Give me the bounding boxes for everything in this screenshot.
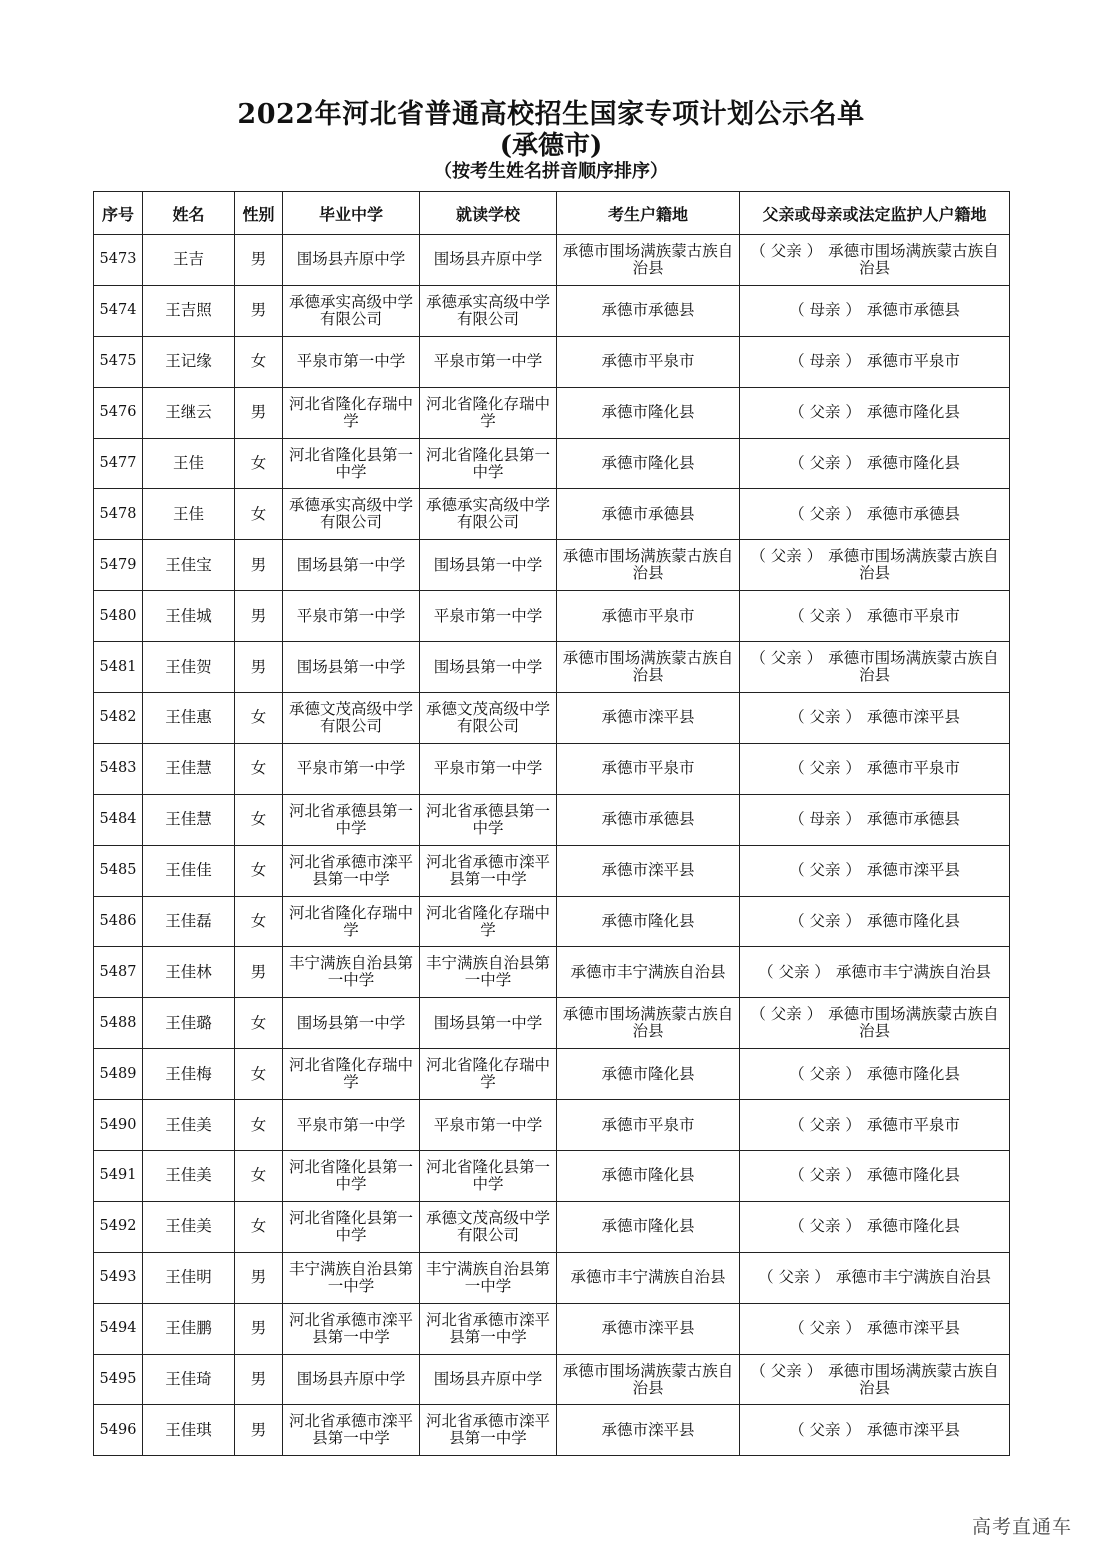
- col-header-guardian-household: 父亲或母亲或法定监护人户籍地: [740, 192, 1010, 235]
- cell-gender: 女: [235, 438, 283, 489]
- cell-seq: 5490: [94, 1100, 143, 1151]
- cell-guardian-household: [740, 1201, 1010, 1252]
- guardian-address: 承德市丰宁满族自治县: [835, 962, 991, 981]
- guardian-address: 承德市隆化县: [866, 1217, 960, 1236]
- cell-current-school: 承德文茂高级中学有限公司: [420, 1201, 557, 1252]
- sort-note: （按考生姓名拼音顺序排序）: [434, 161, 668, 182]
- cell-seq: 5477: [94, 438, 143, 489]
- cell-guardian-household: [740, 285, 1010, 336]
- guardian-address: 承德市滦平县: [866, 861, 960, 880]
- cell-gender: 女: [235, 489, 283, 540]
- guardian-address: 承德市丰宁满族自治县: [835, 1268, 991, 1287]
- cell-current-school: 河北省隆化存瑞中学: [420, 1049, 557, 1100]
- cell-name: 王佳琦: [143, 1354, 235, 1405]
- cell-seq: 5476: [94, 387, 143, 438]
- table-row: [94, 947, 1010, 998]
- cell-current-school: 围场县第一中学: [420, 540, 557, 591]
- cell-guardian-household: [740, 438, 1010, 489]
- cell-name: 王佳慧: [143, 794, 235, 845]
- cell-seq: 5492: [94, 1201, 143, 1252]
- cell-guardian-household: [740, 387, 1010, 438]
- cell-grad-school: 围场县第一中学: [283, 642, 420, 693]
- cell-household: 承德市围场满族蒙古族自治县: [557, 1354, 740, 1405]
- cell-guardian-household: [740, 235, 1010, 286]
- guardian-address: 承德市滦平县: [866, 708, 960, 727]
- cell-household: 承德市承德县: [557, 794, 740, 845]
- guardian-address: 承德市滦平县: [866, 1319, 960, 1338]
- table-row: [94, 540, 1010, 591]
- cell-grad-school: 平泉市第一中学: [283, 336, 420, 387]
- cell-seq: 5480: [94, 591, 143, 642]
- cell-household: 承德市滦平县: [557, 845, 740, 896]
- cell-seq: 5485: [94, 845, 143, 896]
- cell-guardian-household: [740, 998, 1010, 1049]
- cell-grad-school: 河北省隆化县第一中学: [283, 1201, 420, 1252]
- col-header-grad-school: 毕业中学: [283, 192, 420, 235]
- cell-gender: 男: [235, 947, 283, 998]
- cell-grad-school: 围场县卉原中学: [283, 235, 420, 286]
- cell-guardian-household: [740, 591, 1010, 642]
- cell-name: 王佳: [143, 438, 235, 489]
- guardian-relation: （ 父亲 ）: [758, 962, 830, 981]
- cell-name: 王吉照: [143, 285, 235, 336]
- cell-seq: 5482: [94, 693, 143, 744]
- table-row: [94, 1354, 1010, 1405]
- table-row: [94, 387, 1010, 438]
- cell-name: 王佳璐: [143, 998, 235, 1049]
- cell-current-school: 河北省隆化县第一中学: [420, 1151, 557, 1202]
- cell-guardian-household: [740, 896, 1010, 947]
- cell-grad-school: 承德承实高级中学有限公司: [283, 489, 420, 540]
- guardian-relation: （ 父亲 ）: [789, 1420, 861, 1439]
- cell-grad-school: 平泉市第一中学: [283, 743, 420, 794]
- cell-grad-school: 围场县第一中学: [283, 998, 420, 1049]
- cell-guardian-household: [740, 693, 1010, 744]
- cell-gender: 女: [235, 336, 283, 387]
- guardian-address: 承德市承德县: [866, 810, 960, 829]
- cell-current-school: 河北省承德县第一中学: [420, 794, 557, 845]
- cell-gender: 男: [235, 642, 283, 693]
- cell-seq: 5488: [94, 998, 143, 1049]
- cell-seq: 5473: [94, 235, 143, 286]
- cell-seq: 5481: [94, 642, 143, 693]
- cell-grad-school: 河北省承德市滦平县第一中学: [283, 1405, 420, 1456]
- cell-current-school: 平泉市第一中学: [420, 1100, 557, 1151]
- cell-gender: 女: [235, 1049, 283, 1100]
- guardian-relation: （ 父亲 ）: [789, 1319, 861, 1338]
- cell-name: 王佳美: [143, 1151, 235, 1202]
- table-header-row: [94, 192, 1010, 235]
- col-header-household: 考生户籍地: [557, 192, 740, 235]
- cell-grad-school: 河北省隆化存瑞中学: [283, 896, 420, 947]
- cell-name: 王佳鹏: [143, 1303, 235, 1354]
- cell-guardian-household: [740, 845, 1010, 896]
- guardian-address: 承德市隆化县: [866, 403, 960, 422]
- guardian-address: 承德市隆化县: [866, 454, 960, 472]
- cell-grad-school: 河北省隆化县第一中学: [283, 438, 420, 489]
- cell-household: 承德市隆化县: [557, 1049, 740, 1100]
- cell-gender: 女: [235, 896, 283, 947]
- cell-gender: 女: [235, 693, 283, 744]
- cell-household: 承德市平泉市: [557, 336, 740, 387]
- cell-name: 王记缘: [143, 336, 235, 387]
- guardian-address: 承德市围场满族蒙古族自治县: [828, 547, 999, 583]
- cell-current-school: 河北省承德市滦平县第一中学: [420, 1405, 557, 1456]
- cell-gender: 女: [235, 1151, 283, 1202]
- cell-household: 承德市围场满族蒙古族自治县: [557, 235, 740, 286]
- cell-name: 王佳贺: [143, 642, 235, 693]
- guardian-relation: （ 父亲 ）: [758, 1268, 830, 1287]
- cell-gender: 女: [235, 794, 283, 845]
- cell-seq: 5474: [94, 285, 143, 336]
- cell-guardian-household: [740, 1405, 1010, 1456]
- guardian-address: 承德市滦平县: [866, 1420, 960, 1439]
- guardian-address: 承德市隆化县: [866, 1064, 960, 1083]
- guardian-relation: （ 父亲 ）: [789, 454, 861, 472]
- cell-household: 承德市承德县: [557, 285, 740, 336]
- cell-current-school: 平泉市第一中学: [420, 336, 557, 387]
- roster-table: [93, 191, 1010, 1456]
- guardian-relation: （ 父亲 ）: [789, 861, 861, 880]
- cell-gender: 女: [235, 743, 283, 794]
- table-row: [94, 1201, 1010, 1252]
- cell-guardian-household: [740, 1151, 1010, 1202]
- guardian-relation: （ 父亲 ）: [789, 504, 861, 523]
- cell-name: 王佳琪: [143, 1405, 235, 1456]
- cell-current-school: 河北省隆化县第一中学: [420, 438, 557, 489]
- cell-household: 承德市平泉市: [557, 591, 740, 642]
- cell-gender: 男: [235, 1303, 283, 1354]
- cell-household: 承德市丰宁满族自治县: [557, 947, 740, 998]
- cell-guardian-household: [740, 1049, 1010, 1100]
- table-row: [94, 336, 1010, 387]
- guardian-relation: （ 父亲 ）: [789, 708, 861, 727]
- cell-household: 承德市承德县: [557, 489, 740, 540]
- cell-seq: 5489: [94, 1049, 143, 1100]
- cell-seq: 5486: [94, 896, 143, 947]
- cell-name: 王佳城: [143, 591, 235, 642]
- cell-household: 承德市围场满族蒙古族自治县: [557, 642, 740, 693]
- cell-guardian-household: [740, 489, 1010, 540]
- cell-gender: 男: [235, 1405, 283, 1456]
- table-row: [94, 1151, 1010, 1202]
- cell-gender: 女: [235, 1100, 283, 1151]
- cell-current-school: 河北省隆化存瑞中学: [420, 896, 557, 947]
- cell-name: 王佳梅: [143, 1049, 235, 1100]
- guardian-address: 承德市平泉市: [866, 606, 960, 625]
- cell-grad-school: 河北省承德县第一中学: [283, 794, 420, 845]
- cell-grad-school: 丰宁满族自治县第一中学: [283, 947, 420, 998]
- table-row: [94, 489, 1010, 540]
- cell-household: 承德市围场满族蒙古族自治县: [557, 998, 740, 1049]
- cell-grad-school: 承德承实高级中学有限公司: [283, 285, 420, 336]
- cell-household: 承德市丰宁满族自治县: [557, 1252, 740, 1303]
- table-row: [94, 438, 1010, 489]
- cell-guardian-household: [740, 743, 1010, 794]
- cell-household: 承德市平泉市: [557, 743, 740, 794]
- table-row: [94, 1252, 1010, 1303]
- guardian-relation: （ 母亲 ）: [789, 301, 861, 320]
- col-header-gender: 性别: [235, 192, 283, 235]
- guardian-relation: （ 母亲 ）: [789, 810, 861, 829]
- cell-current-school: 平泉市第一中学: [420, 591, 557, 642]
- cell-guardian-household: [740, 1252, 1010, 1303]
- watermark: 高考直通车: [971, 1516, 1072, 1538]
- cell-current-school: 河北省承德市滦平县第一中学: [420, 845, 557, 896]
- guardian-relation: （ 父亲 ）: [750, 649, 823, 668]
- table-row: [94, 693, 1010, 744]
- cell-name: 王佳林: [143, 947, 235, 998]
- cell-seq: 5496: [94, 1405, 143, 1456]
- cell-gender: 男: [235, 1252, 283, 1303]
- cell-current-school: 河北省承德市滦平县第一中学: [420, 1303, 557, 1354]
- guardian-relation: （ 父亲 ）: [789, 759, 861, 778]
- guardian-relation: （ 父亲 ）: [789, 1217, 861, 1236]
- table-row: [94, 1049, 1010, 1100]
- cell-seq: 5479: [94, 540, 143, 591]
- table-row: [94, 285, 1010, 336]
- guardian-address: 承德市承德县: [866, 301, 960, 320]
- guardian-relation: （ 父亲 ）: [789, 606, 861, 625]
- guardian-relation: （ 父亲 ）: [789, 1166, 861, 1185]
- cell-guardian-household: [740, 336, 1010, 387]
- cell-name: 王佳美: [143, 1201, 235, 1252]
- cell-name: 王吉: [143, 235, 235, 286]
- table-row: [94, 1303, 1010, 1354]
- cell-guardian-household: [740, 794, 1010, 845]
- cell-current-school: 承德承实高级中学有限公司: [420, 489, 557, 540]
- cell-household: 承德市平泉市: [557, 1100, 740, 1151]
- table-row: [94, 896, 1010, 947]
- cell-seq: 5495: [94, 1354, 143, 1405]
- cell-current-school: 围场县卉原中学: [420, 1354, 557, 1405]
- table-row: [94, 743, 1010, 794]
- cell-grad-school: 河北省隆化县第一中学: [283, 1151, 420, 1202]
- guardian-relation: （ 父亲 ）: [750, 241, 823, 260]
- cell-seq: 5484: [94, 794, 143, 845]
- col-header-seq: 序号: [94, 192, 143, 235]
- cell-household: 承德市滦平县: [557, 693, 740, 744]
- table-row: [94, 845, 1010, 896]
- table-row: [94, 591, 1010, 642]
- table-row: [94, 642, 1010, 693]
- guardian-address: 承德市围场满族蒙古族自治县: [828, 241, 999, 277]
- cell-grad-school: 丰宁满族自治县第一中学: [283, 1252, 420, 1303]
- guardian-relation: （ 父亲 ）: [750, 1005, 823, 1024]
- cell-household: 承德市隆化县: [557, 896, 740, 947]
- cell-household: 承德市隆化县: [557, 1151, 740, 1202]
- page-title: 2022年河北省普通高校招生国家专项计划公示名单: [237, 99, 865, 130]
- guardian-relation: （ 父亲 ）: [789, 912, 861, 931]
- cell-name: 王佳惠: [143, 693, 235, 744]
- cell-seq: 5483: [94, 743, 143, 794]
- cell-guardian-household: [740, 1100, 1010, 1151]
- cell-household: 承德市围场满族蒙古族自治县: [557, 540, 740, 591]
- table-row: [94, 235, 1010, 286]
- cell-current-school: 承德承实高级中学有限公司: [420, 285, 557, 336]
- cell-gender: 女: [235, 845, 283, 896]
- guardian-address: 承德市隆化县: [866, 1166, 960, 1185]
- cell-grad-school: 平泉市第一中学: [283, 1100, 420, 1151]
- cell-household: 承德市隆化县: [557, 438, 740, 489]
- cell-name: 王佳: [143, 489, 235, 540]
- cell-gender: 男: [235, 235, 283, 286]
- cell-household: 承德市滦平县: [557, 1303, 740, 1354]
- cell-gender: 男: [235, 591, 283, 642]
- table-row: [94, 794, 1010, 845]
- cell-guardian-household: [740, 642, 1010, 693]
- cell-current-school: 平泉市第一中学: [420, 743, 557, 794]
- cell-gender: 女: [235, 998, 283, 1049]
- guardian-address: 承德市平泉市: [866, 759, 960, 778]
- guardian-relation: （ 母亲 ）: [789, 352, 861, 371]
- cell-guardian-household: [740, 947, 1010, 998]
- cell-household: 承德市滦平县: [557, 1405, 740, 1456]
- guardian-relation: （ 父亲 ）: [750, 547, 823, 566]
- cell-grad-school: 承德文茂高级中学有限公司: [283, 693, 420, 744]
- cell-seq: 5487: [94, 947, 143, 998]
- cell-current-school: 围场县第一中学: [420, 642, 557, 693]
- guardian-address: 承德市围场满族蒙古族自治县: [828, 649, 999, 685]
- guardian-relation: （ 父亲 ）: [750, 1361, 823, 1380]
- cell-grad-school: 河北省隆化存瑞中学: [283, 1049, 420, 1100]
- cell-grad-school: 围场县第一中学: [283, 540, 420, 591]
- cell-gender: 女: [235, 1201, 283, 1252]
- guardian-address: 承德市承德县: [866, 504, 960, 523]
- cell-current-school: 河北省隆化存瑞中学: [420, 387, 557, 438]
- table-row: [94, 1100, 1010, 1151]
- cell-guardian-household: [740, 540, 1010, 591]
- cell-guardian-household: [740, 1303, 1010, 1354]
- guardian-address: 承德市隆化县: [866, 912, 960, 931]
- cell-gender: 男: [235, 285, 283, 336]
- page-subtitle: (承德市): [499, 131, 603, 161]
- cell-name: 王佳磊: [143, 896, 235, 947]
- cell-gender: 男: [235, 1354, 283, 1405]
- guardian-relation: （ 父亲 ）: [789, 403, 861, 422]
- cell-seq: 5494: [94, 1303, 143, 1354]
- cell-name: 王佳美: [143, 1100, 235, 1151]
- cell-gender: 男: [235, 540, 283, 591]
- cell-name: 王继云: [143, 387, 235, 438]
- guardian-address: 承德市平泉市: [866, 1115, 960, 1134]
- guardian-address: 承德市平泉市: [866, 352, 960, 371]
- cell-current-school: 围场县卉原中学: [420, 235, 557, 286]
- guardian-relation: （ 父亲 ）: [789, 1064, 861, 1083]
- guardian-relation: （ 父亲 ）: [789, 1115, 861, 1134]
- cell-seq: 5493: [94, 1252, 143, 1303]
- cell-name: 王佳宝: [143, 540, 235, 591]
- col-header-current-school: 就读学校: [420, 192, 557, 235]
- cell-household: 承德市隆化县: [557, 387, 740, 438]
- col-header-name: 姓名: [143, 192, 235, 235]
- cell-current-school: 丰宁满族自治县第一中学: [420, 1252, 557, 1303]
- cell-grad-school: 河北省承德市滦平县第一中学: [283, 1303, 420, 1354]
- cell-current-school: 承德文茂高级中学有限公司: [420, 693, 557, 744]
- cell-grad-school: 河北省隆化存瑞中学: [283, 387, 420, 438]
- cell-current-school: 围场县第一中学: [420, 998, 557, 1049]
- cell-current-school: 丰宁满族自治县第一中学: [420, 947, 557, 998]
- cell-gender: 男: [235, 387, 283, 438]
- table-row: [94, 998, 1010, 1049]
- table-row: [94, 1405, 1010, 1456]
- cell-seq: 5478: [94, 489, 143, 540]
- guardian-address: 承德市围场满族蒙古族自治县: [828, 1005, 999, 1041]
- cell-name: 王佳慧: [143, 743, 235, 794]
- cell-name: 王佳佳: [143, 845, 235, 896]
- guardian-address: 承德市围场满族蒙古族自治县: [828, 1361, 999, 1397]
- cell-grad-school: 围场县卉原中学: [283, 1354, 420, 1405]
- cell-seq: 5475: [94, 336, 143, 387]
- cell-grad-school: 平泉市第一中学: [283, 591, 420, 642]
- cell-name: 王佳明: [143, 1252, 235, 1303]
- cell-household: 承德市隆化县: [557, 1201, 740, 1252]
- cell-guardian-household: [740, 1354, 1010, 1405]
- cell-grad-school: 河北省承德市滦平县第一中学: [283, 845, 420, 896]
- cell-seq: 5491: [94, 1151, 143, 1202]
